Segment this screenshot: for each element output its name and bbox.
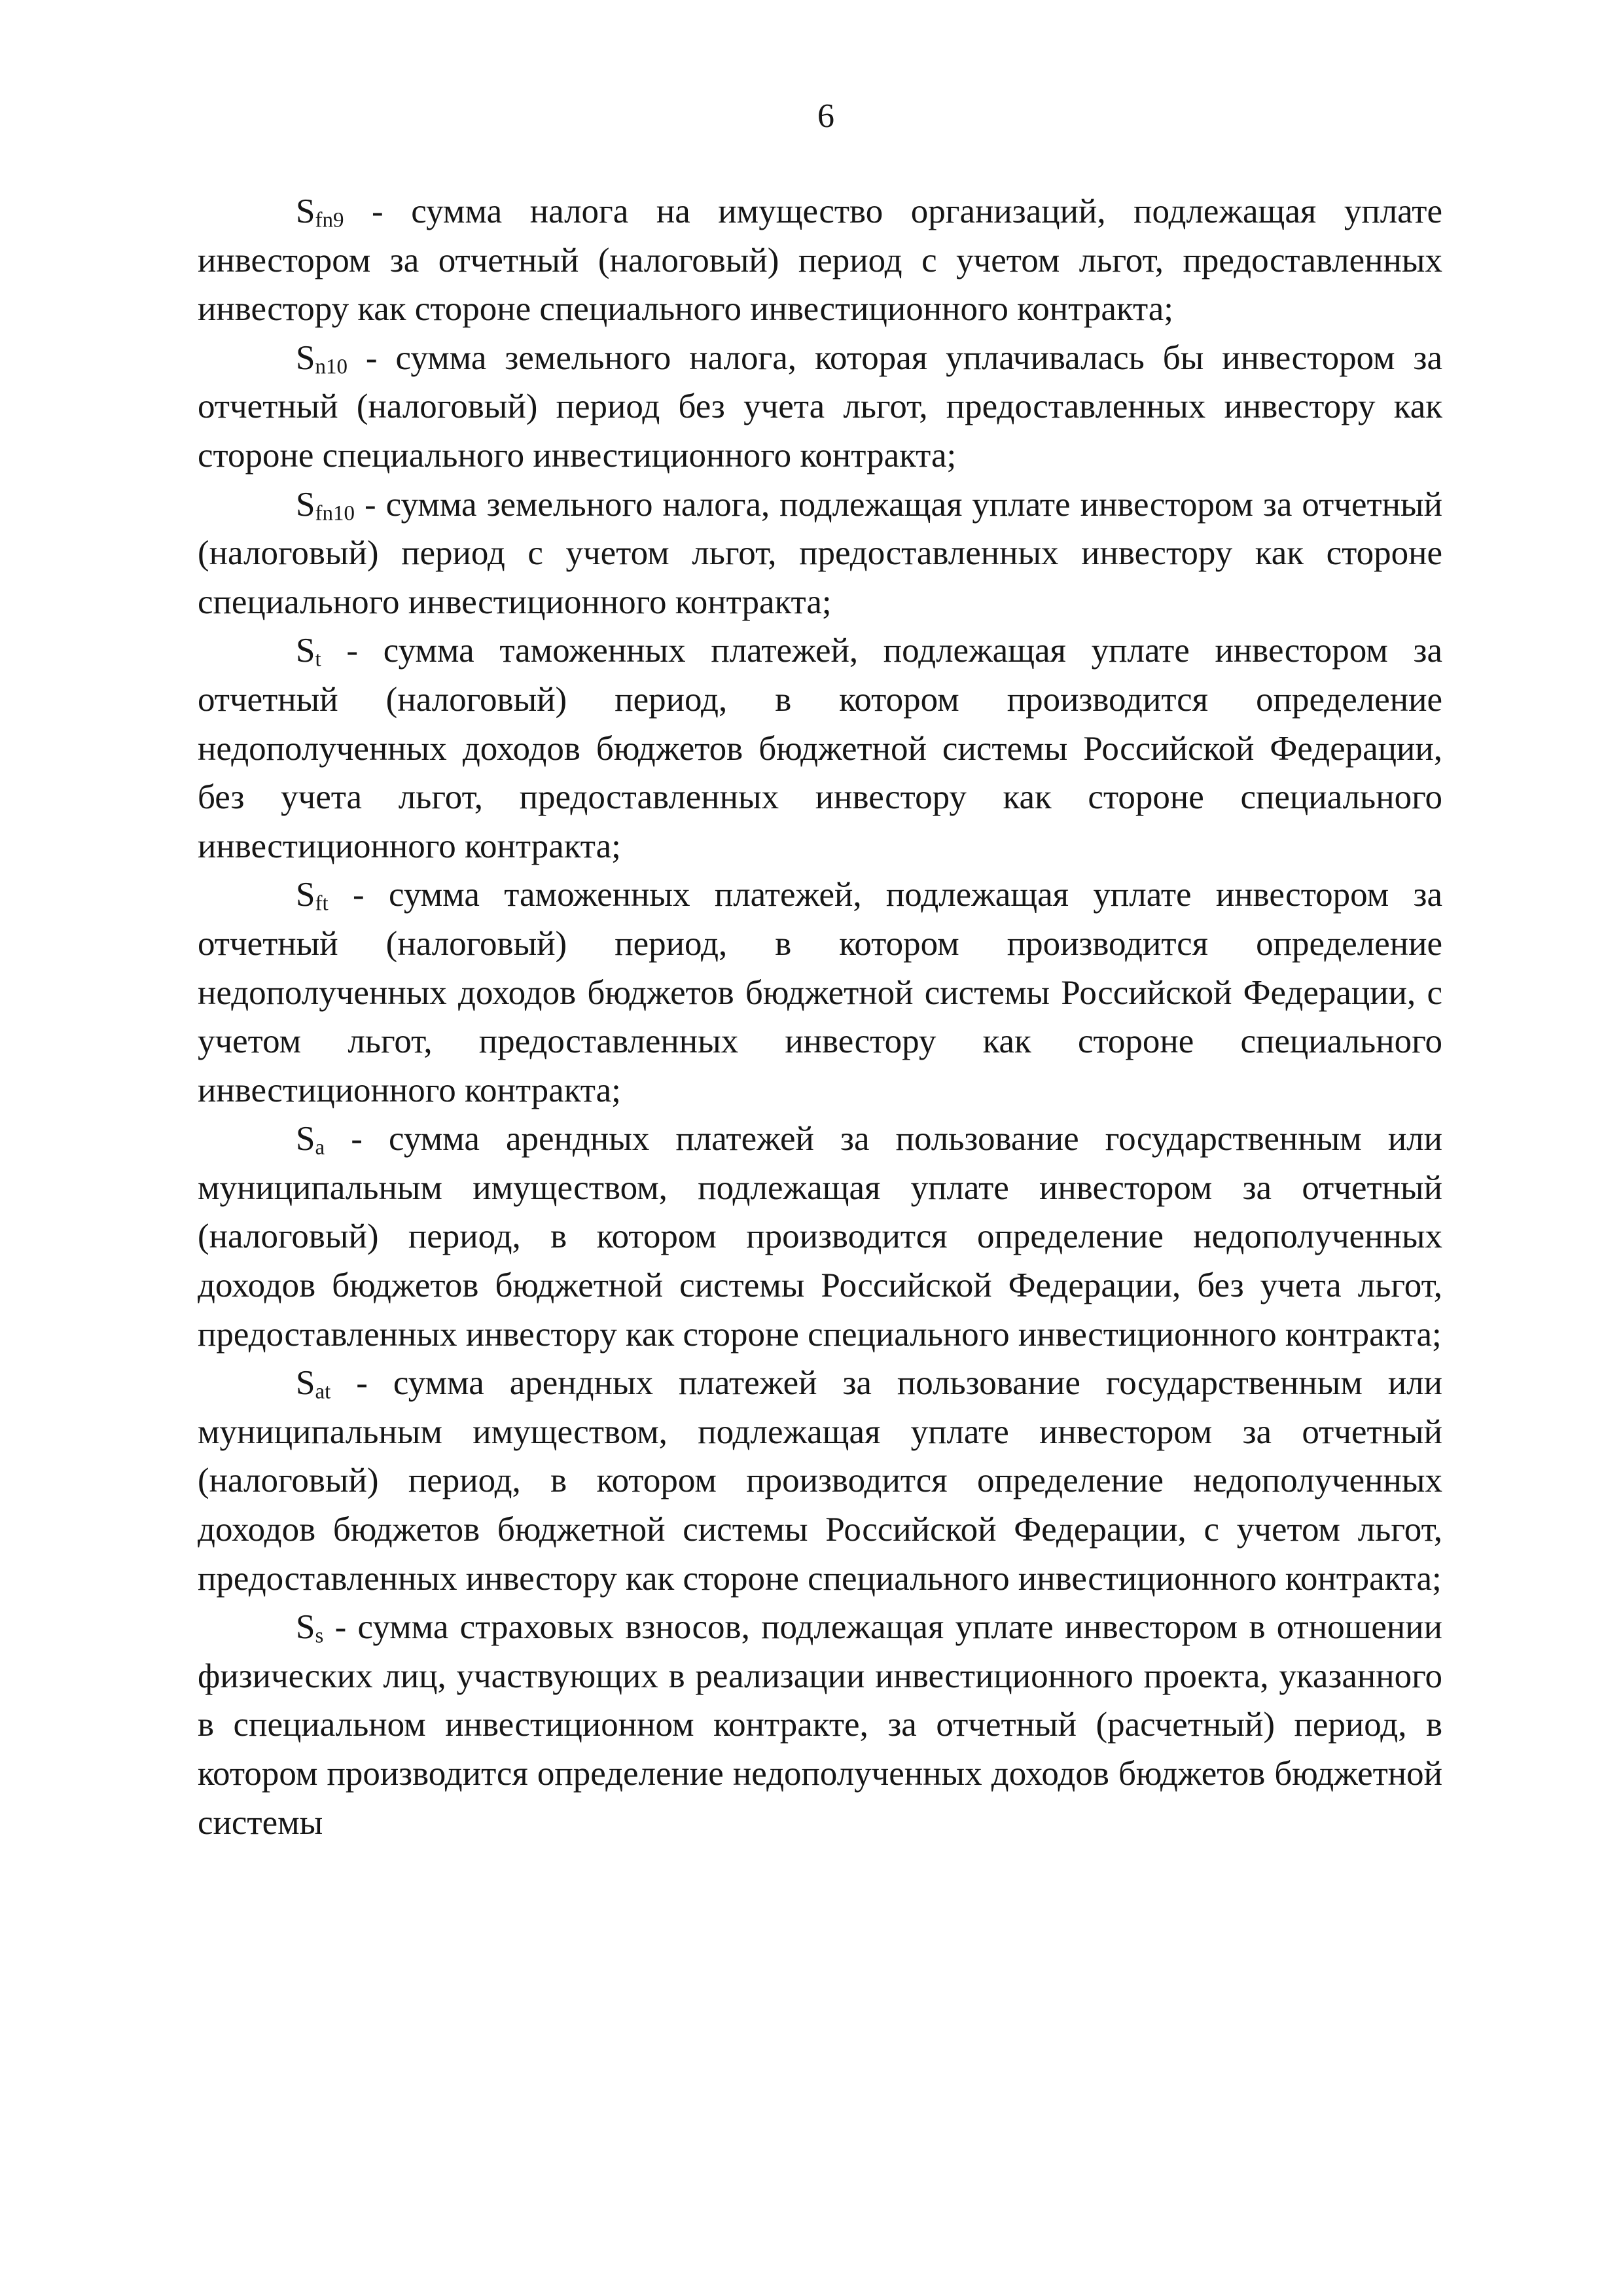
- symbol-subscript: n10: [315, 355, 348, 379]
- definition-sfn9: [198, 187, 1442, 334]
- symbol: $S_a$: [296, 1120, 325, 1160]
- definitions-list: [198, 187, 1442, 1847]
- symbol-subscript: a: [315, 1136, 325, 1160]
- definition-sn10: [198, 334, 1442, 480]
- definition-text: - сумма таможенных платежей, подлежащая уплате инвестором за отчетный (налоговый) период, в котором производится определение недополученных доходов бюджетов бюджетной системы Российской Федерации, с учетом льгот, предоставленных инвестору как стороне специального инвестиционного контракта;: [198, 876, 1442, 1109]
- definition-text: - сумма страховых взносов, подлежащая уплате инвестором в отношении физических лиц, участвующих в реализации инвестиционного проекта, указанного в специальном инвестиционном контракте, за отчетный (расчетный) период, в котором производится определение недополученных доходов бюджетов бюджетной системы: [198, 1608, 1442, 1842]
- definition-text: - сумма арендных платежей за пользование государственным или муниципальным имуществом, подлежащая уплате инвестором за отчетный (налоговый) период, в котором производится определение недополученных доходов бюджетов бюджетной системы Российской Федерации, без учета льгот, предоставленных инвестору как стороне специального инвестиционного контракта;: [198, 1120, 1442, 1354]
- symbol: $S_s$: [296, 1608, 324, 1648]
- symbol-subscript: s: [315, 1624, 324, 1648]
- page-number: 6: [817, 98, 834, 135]
- symbol: $S_{at}$: [296, 1364, 331, 1404]
- symbol: $S_{n10}$: [296, 338, 348, 379]
- definition-text: - сумма таможенных платежей, подлежащая уплате инвестором за отчетный (налоговый) период, в котором производится определение недополученных доходов бюджетов бюджетной системы Российской Федерации, без учета льгот, предоставленных инвестору как стороне специального инвестиционного контракта;: [198, 632, 1442, 865]
- symbol-subscript: fn9: [315, 208, 344, 232]
- definition-sfn10: [198, 480, 1442, 627]
- symbol-subscript: at: [315, 1380, 331, 1404]
- symbol: $S_t$: [296, 632, 321, 672]
- symbol-subscript: fn10: [315, 501, 355, 526]
- definition-sa: [198, 1115, 1442, 1359]
- definition-st: [198, 626, 1442, 870]
- definition-text: - сумма земельного налога, которая уплачивалась бы инвестором за отчетный (налоговый) период без учета льгот, предоставленных инвестору как стороне специального инвестиционного контракта;: [198, 338, 1442, 475]
- definition-sat: [198, 1359, 1442, 1603]
- definition-ss: [198, 1603, 1442, 1847]
- definition-sft: [198, 870, 1442, 1115]
- symbol: $S_{ft}$: [296, 876, 329, 916]
- symbol-subscript: ft: [315, 891, 329, 916]
- definition-text: - сумма земельного налога, подлежащая уплате инвестором за отчетный (налоговый) период с учетом льгот, предоставленных инвестору как стороне специального инвестиционного контракта;: [198, 485, 1442, 621]
- symbol: $S_{fn10}$: [296, 485, 355, 526]
- symbol-subscript: t: [315, 647, 321, 672]
- definition-text: - сумма арендных платежей за пользование государственным или муниципальным имуществом, подлежащая уплате инвестором за отчетный (налоговый) период, в котором производится определение недополученных доходов бюджетов бюджетной системы Российской Федерации, с учетом льгот, предоставленных инвестору как стороне специального инвестиционного контракта;: [198, 1364, 1442, 1598]
- definition-text: - сумма налога на имущество организаций, подлежащая уплате инвестором за отчетный (налоговый) период с учетом льгот, предоставленных инвестору как стороне специального инвестиционного контракта;: [198, 192, 1442, 329]
- symbol: $S_{fn9}$: [296, 192, 344, 232]
